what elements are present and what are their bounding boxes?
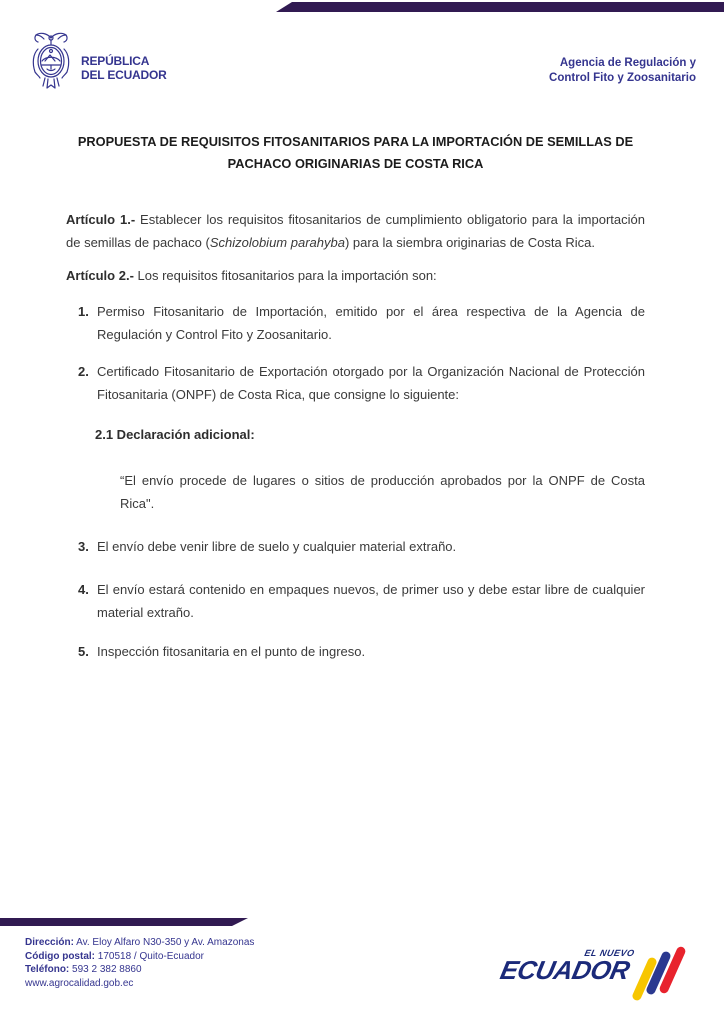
requirement-text: Certificado Fitosanitario de Exportación otorgado por la Organización Nacional de Protección Fitosanitaria (ONPF) de Costa Rica, que consigne lo siguiente: <box>97 364 645 402</box>
logo-text <box>497 948 636 985</box>
postal-value: 170518 / Quito-Ecuador <box>95 950 204 962</box>
article-1-paragraph <box>66 208 645 254</box>
species-name: Schizolobium parahyba <box>209 235 345 250</box>
phone-value: 593 2 382 8860 <box>69 964 142 975</box>
article-1-text: Establecer los requisitos fitosanitarios de cumplimiento obligatorio para la importación de semillas de pachaco ( <box>66 212 645 250</box>
footer-address-line <box>25 936 254 950</box>
requirement-text: El envío estará contenido en empaques nuevos, de primer uso y debe estar libre de cualquier material extraño. <box>97 582 645 620</box>
footer-website: www.agrocalidad.gob.ec <box>25 977 134 989</box>
requirement-text: El envío debe venir libre de suelo y cualquier material extraño. <box>97 539 457 554</box>
postal-label: Código postal: <box>25 950 95 962</box>
ecuador-coat-of-arms-icon <box>25 30 77 101</box>
requirement-item-2 <box>66 360 645 406</box>
article-1-text-end: ) para la siembra originarias de Costa Rica. <box>344 235 595 250</box>
el-nuevo-ecuador-logo <box>497 948 682 1004</box>
requirement-item-4 <box>66 578 645 624</box>
footer-postal-line <box>25 950 254 964</box>
article-2-text: Los requisitos fitosanitarios para la importación son: <box>133 268 437 283</box>
article-1-label: Artículo 1.- <box>66 212 136 227</box>
logo-ecuador-label: ECUADOR <box>497 955 633 985</box>
document-title <box>66 131 645 175</box>
requirement-number: 3. <box>78 539 89 554</box>
requirement-number: 2. <box>78 364 89 379</box>
declaration-heading: 2.1 Declaración adicional: <box>95 427 255 442</box>
address-value: Av. Eloy Alfaro N30-350 y Av. Amazonas <box>73 937 255 948</box>
document-body <box>66 131 645 677</box>
requirement-item-5 <box>66 640 645 663</box>
requirement-text: Inspección fitosanitaria en el punto de ingreso. <box>97 644 366 659</box>
article-2-paragraph <box>66 264 645 287</box>
article-2-label: Artículo 2.- <box>66 268 134 283</box>
agency-line2: Control Fito y Zoosanitario <box>549 72 696 84</box>
requirement-number: 4. <box>78 582 89 597</box>
requirement-number: 1. <box>78 304 89 319</box>
agency-line1: Agencia de Regulación y <box>559 57 696 69</box>
republic-line1: REPÚBLICA <box>81 54 150 68</box>
requirement-number: 5. <box>78 644 89 659</box>
footer-contact-block <box>25 936 254 990</box>
requirement-item-1 <box>66 300 645 346</box>
title-line1: PROPUESTA DE REQUISITOS FITOSANITARIOS PARA LA IMPORTACIÓN DE SEMILLAS DE <box>77 134 634 149</box>
flag-stripes-icon <box>632 946 686 1004</box>
address-label: Dirección: <box>25 937 74 948</box>
phone-label: Teléfono: <box>25 964 70 975</box>
agency-name <box>549 56 696 86</box>
logo-el-nuevo-label: EL NUEVO <box>583 948 636 958</box>
title-line2: PACHACO ORIGINARIAS DE COSTA RICA <box>227 156 484 171</box>
footer-accent-bar <box>0 918 248 926</box>
requirement-text: Permiso Fitosanitario de Importación, emitido por el área respectiva de la Agencia de Regulación y Control Fito y Zoosanitario. <box>97 304 645 342</box>
declaration-quote: “El envío procede de lugares o sitios de producción aprobados por la ONPF de Costa Rica". <box>120 473 645 511</box>
top-accent-bar <box>276 2 724 12</box>
footer-phone-line <box>25 963 254 977</box>
republic-line2: DEL ECUADOR <box>81 68 167 82</box>
requirement-item-3 <box>66 535 645 558</box>
republic-label <box>81 54 167 82</box>
